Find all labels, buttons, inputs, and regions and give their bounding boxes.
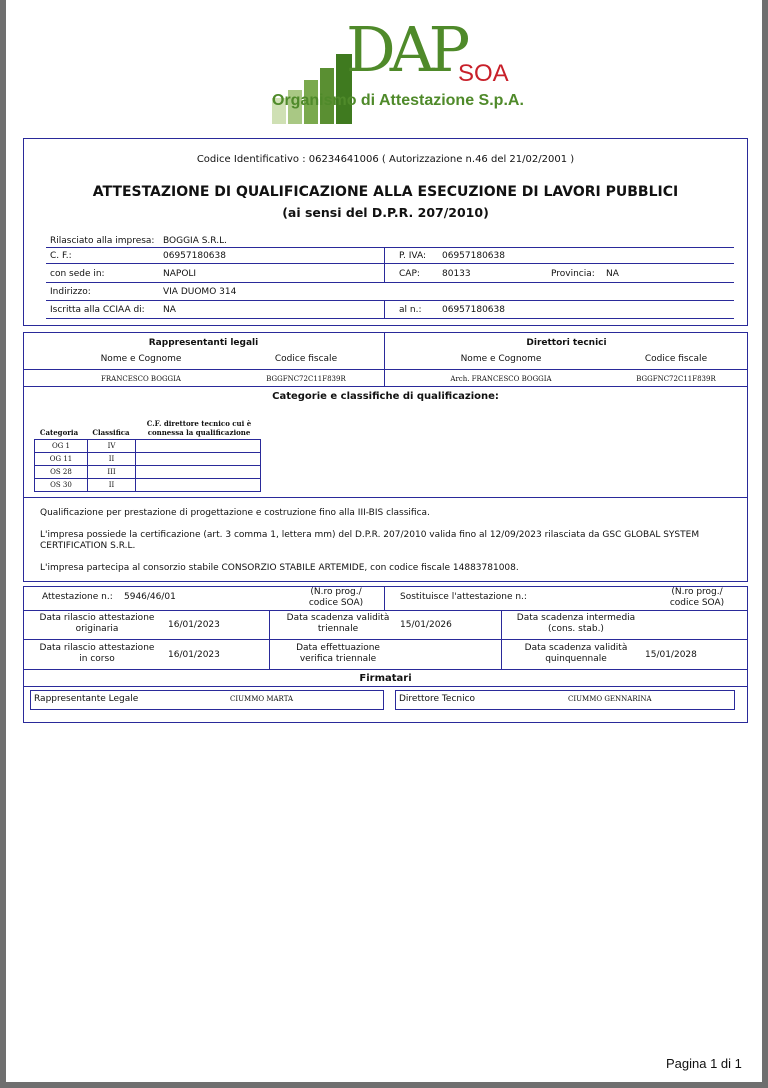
signatories-title: Firmatari <box>359 673 412 684</box>
piva-value: 06957180638 <box>442 251 505 261</box>
nro-note-1: (N.ro prog./ <box>310 587 362 597</box>
note-certificazione-cont: CERTIFICATION S.R.L. <box>40 541 136 551</box>
note-certificazione: L'impresa possiede la certificazione (art. 3 comma 1, lettera mm) del D.P.R. 207/2010 valida fino al 12/09/2023 rilasciata da GSC GLOBAL SYSTEM <box>40 530 700 540</box>
note-consorzio: L'impresa partecipa al consorzio stabile CONSORZIO STABILE ARTEMIDE, con codice fiscale 14883781008. <box>40 563 519 573</box>
classifica-cell: II <box>88 453 136 466</box>
legal-rep-name: FRANCESCO BOGGIA <box>101 375 181 383</box>
rilascio-corso-label-1: Data rilascio attestazione <box>39 643 155 653</box>
tech-director-cf: BGGFNC72C11F839R <box>636 375 716 383</box>
nro-note-2: codice SOA) <box>308 598 364 608</box>
sede-label: con sede in: <box>50 269 105 279</box>
col-cf-line2: connessa la qualificazione <box>147 428 251 437</box>
tech-cf-header: Codice fiscale <box>644 354 708 364</box>
document-page <box>6 0 762 1082</box>
classifica-cell: II <box>88 479 136 492</box>
cciaa-value: NA <box>163 305 176 315</box>
tech-signatory-label: Direttore Tecnico <box>399 694 476 704</box>
cf-cell <box>136 466 261 479</box>
legal-rep-cf: BGGFNC72C11F839R <box>266 375 346 383</box>
indirizzo-label: Indirizzo: <box>50 287 91 297</box>
rilascio-corso-value: 16/01/2023 <box>168 650 220 660</box>
attestation-number-label: Attestazione n.: <box>42 592 113 602</box>
cciaa-label: Iscritta alla CCIAA di: <box>50 305 145 315</box>
rilasciato-label: Rilasciato alla impresa: <box>50 236 155 246</box>
col-categoria: Categoria <box>39 428 79 437</box>
nro-note-4: codice SOA) <box>669 598 725 608</box>
table-row <box>35 453 261 466</box>
scad-quin-value: 15/01/2028 <box>645 650 697 660</box>
scad-int-label-1: Data scadenza intermedia <box>516 613 636 623</box>
table-row <box>35 440 261 453</box>
categoria-cell: OS 28 <box>35 466 88 479</box>
logo-subtitle: Organismo di Attestazione S.p.A. <box>272 92 524 109</box>
classifica-cell: III <box>88 466 136 479</box>
piva-label: P. IVA: <box>399 251 427 261</box>
cf-label: C. F.: <box>50 251 72 261</box>
cf-cell <box>136 440 261 453</box>
categoria-cell: OG 11 <box>35 453 88 466</box>
note-progettazione: Qualificazione per prestazione di progettazione e costruzione fino alla III-BIS classifica. <box>40 508 430 518</box>
tech-director-name: Arch. FRANCESCO BOGGIA <box>450 375 552 383</box>
attestation-number-value: 5946/46/01 <box>124 592 176 602</box>
categories-title: Categorie e classifiche di qualificazione: <box>272 391 499 402</box>
code-line: Codice Identificativo : 06234641006 ( Autorizzazione n.46 del 21/02/2001 ) <box>196 154 575 165</box>
scad-quin-label-2: quinquennale <box>545 654 607 664</box>
col-classifica: Classifica <box>92 428 130 437</box>
document-subtitle: (ai sensi del D.P.R. 207/2010) <box>282 205 489 220</box>
rilasciato-value: BOGGIA S.R.L. <box>163 236 227 246</box>
cf-cell <box>136 453 261 466</box>
provincia-value: NA <box>606 269 619 279</box>
legal-cf-header: Codice fiscale <box>274 354 338 364</box>
cf-value: 06957180638 <box>163 251 226 261</box>
scad-quin-label-1: Data scadenza validità <box>524 643 628 653</box>
table-row <box>35 479 261 492</box>
document-title: ATTESTAZIONE DI QUALIFICAZIONE ALLA ESECUZIONE DI LAVORI PUBBLICI <box>92 184 679 200</box>
scad-int-label-2: (cons. stab.) <box>548 624 604 634</box>
rilascio-orig-value: 16/01/2023 <box>168 620 220 630</box>
table-row <box>35 466 261 479</box>
rilascio-orig-label-2: originaria <box>75 624 119 634</box>
rilascio-orig-label-1: Data rilascio attestazione <box>39 613 155 623</box>
tech-signatory-value: CIUMMO GENNARINA <box>568 695 652 703</box>
categories-table <box>34 439 261 492</box>
cap-value: 80133 <box>442 269 471 279</box>
tech-directors-title: Direttori tecnici <box>526 338 607 348</box>
aln-label: al n.: <box>399 305 422 315</box>
effett-label-2: verifica triennale <box>299 654 377 664</box>
logo-brand: DAP <box>346 13 465 86</box>
legal-reps-title: Rappresentanti legali <box>148 338 259 348</box>
header-box <box>23 138 748 326</box>
effett-label-1: Data effettuazione <box>296 643 380 653</box>
dap-soa-logo <box>248 14 524 124</box>
categoria-cell: OG 1 <box>35 440 88 453</box>
scad-tri-value: 15/01/2026 <box>400 620 452 630</box>
legal-signatory-label: Rappresentante Legale <box>34 694 139 704</box>
replaces-label: Sostituisce l'attestazione n.: <box>400 592 527 602</box>
aln-value: 06957180638 <box>442 305 505 315</box>
legal-signatory-value: CIUMMO MARTA <box>230 695 294 703</box>
categoria-cell: OS 30 <box>35 479 88 492</box>
sede-value: NAPOLI <box>163 269 197 279</box>
cap-label: CAP: <box>399 269 420 279</box>
indirizzo-value: VIA DUOMO 314 <box>163 287 237 297</box>
provincia-label: Provincia: <box>551 269 595 279</box>
rilascio-corso-label-2: in corso <box>79 654 115 664</box>
nro-note-3: (N.ro prog./ <box>671 587 723 597</box>
scad-tri-label-2: triennale <box>317 624 359 634</box>
logo-suffix: SOA <box>458 60 509 87</box>
classifica-cell: IV <box>88 440 136 453</box>
page-number: Pagina 1 di 1 <box>666 1056 742 1071</box>
col-cf-line1: C.F. direttore tecnico cui è <box>146 419 252 428</box>
tech-name-header: Nome e Cognome <box>460 354 542 364</box>
legal-name-header: Nome e Cognome <box>100 354 182 364</box>
scad-tri-label-1: Data scadenza validità <box>286 613 390 623</box>
cf-cell <box>136 479 261 492</box>
